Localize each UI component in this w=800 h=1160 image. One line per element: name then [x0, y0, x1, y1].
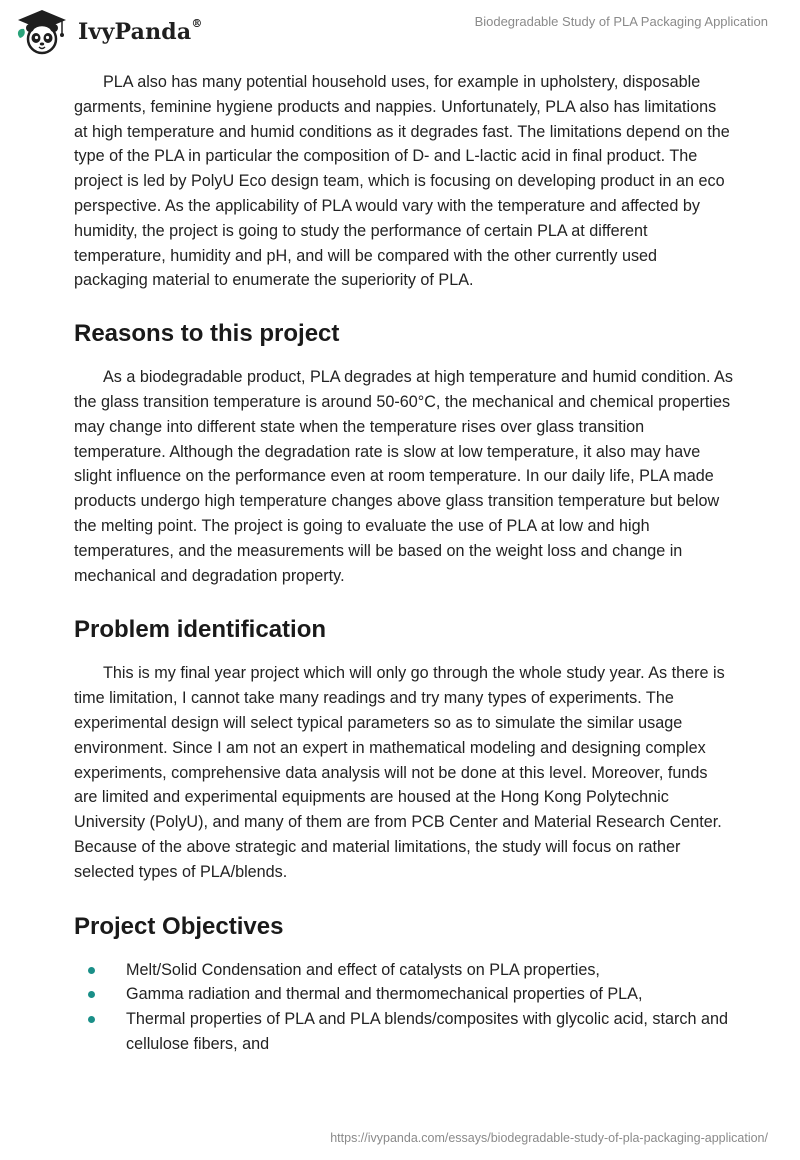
panda-graduate-icon — [14, 8, 70, 56]
list-item — [74, 982, 734, 1007]
section-heading-reasons: Reasons to this project — [74, 320, 340, 348]
section-heading-objectives: Project Objectives — [74, 912, 284, 940]
bullet-dot-icon — [88, 967, 95, 974]
list-item — [74, 1007, 734, 1057]
essay-content — [74, 70, 734, 1057]
list-item — [74, 958, 734, 983]
registered-mark: ® — [191, 17, 203, 30]
bullet-dot-icon — [88, 1016, 95, 1023]
ivypanda-logo[interactable] — [14, 8, 203, 56]
document-title: Biodegradable Study of PLA Packaging Application — [474, 14, 768, 29]
problem-paragraph: This is my final year project which will only go through the whole study year. As there is time limitation, I cannot take many readings and try many types of experiments. The experimental design will select typical parameters so as to simulate the similar usage environment. Since I am not an expert in mathematical modeling and designing complex experiments, comprehensive data analysis will not be done at this level. Moreover, funds are limited and experimental equipments are housed at the Hong Kong Polytechnic University (PolyU), and many of them are from PCB Center and Material Research Center. Because of the above strategic and material limitations, the study will focus on rather selected types of PLA/blends. — [74, 664, 725, 881]
source-url-link[interactable]: https://ivypanda.com/essays/biodegradable-study-of-pla-packaging-application/ — [330, 1131, 768, 1145]
list-item-text: Thermal properties of PLA and PLA blends/composites with glycolic acid, starch and cellulose fibers, and — [126, 1010, 728, 1053]
section-heading-problem: Problem identification — [74, 616, 327, 644]
logo-wordmark — [78, 19, 203, 45]
page-header — [0, 0, 800, 64]
objectives-list — [126, 958, 734, 1057]
intro-paragraph: PLA also has many potential household uses, for example in upholstery, disposable garments, feminine hygiene products and nappies. Unfortunately, PLA also has limitations at high temperature and humid conditions as it degrades fast. The limitations depend on the type of the PLA in particular the composition of D- and L-lactic acid in final product. The project is led by PolyU Eco design team, which is focusing on developing product in an eco perspective. As the applicability of PLA would vary with the temperature and affected by humidity, the project is going to study the performance of certain PLA at different temperature, humidity and pH, and will be compared with the other currently used packaging material to enumerate the superiority of PLA. — [74, 73, 730, 290]
bullet-dot-icon — [88, 991, 95, 998]
logo-text: IvyPanda — [78, 19, 192, 45]
list-item-text: Melt/Solid Condensation and effect of catalysts on PLA properties, — [126, 960, 600, 979]
reasons-paragraph: As a biodegradable product, PLA degrades at high temperature and humid condition. As the glass transition temperature is around 50-60°C, the mechanical and chemical properties may change into different state when the temperature rises over glass transition temperature. Although the degradation rate is slow at low temperature, it also may have slight influence on the performance even at room temperature. In our daily life, PLA made products undergo high temperature changes above glass transition temperature but below the melting point. The project is going to evaluate the use of PLA at low and high temperatures, and the measurements will be based on the weight loss and change in mechanical and degradation property. — [74, 368, 733, 585]
list-item-text: Gamma radiation and thermal and thermomechanical properties of PLA, — [126, 985, 643, 1004]
